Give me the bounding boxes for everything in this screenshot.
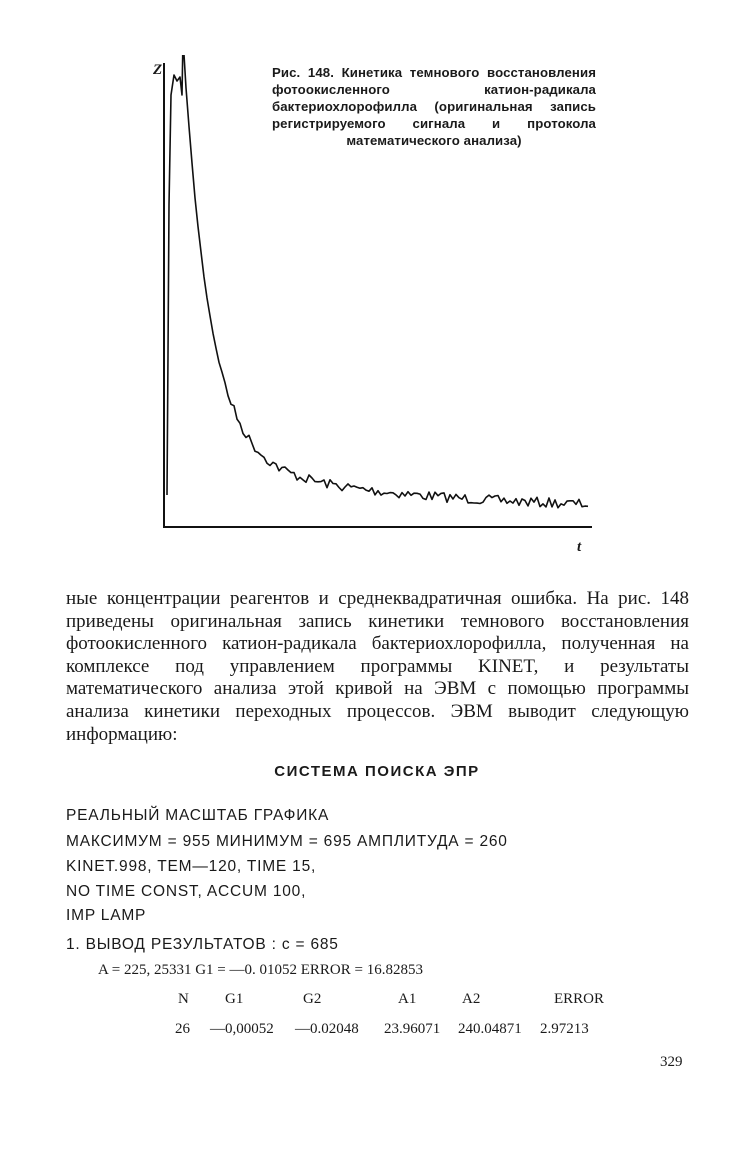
output-line-scale: РЕАЛЬНЫЙ МАСШТАБ ГРАФИКА (66, 807, 330, 824)
table-header-g2: G2 (303, 991, 322, 1007)
output-line-lamp: IMP LAMP (66, 907, 147, 924)
output-line-amplitude: A = 225, 25331 G1 = —0. 01052 ERROR = 16.82853 (98, 962, 423, 978)
table-cell-a2: 240.04871 (458, 1021, 522, 1037)
table-header-a2: A2 (462, 991, 481, 1007)
section-title: СИСТЕМА ПОИСКА ЭПР (274, 763, 480, 780)
page-number: 329 (660, 1054, 683, 1070)
table-header-g1: G1 (225, 991, 244, 1007)
body-paragraph: ные концентрации реагентов и среднеквадратичная ошибка. На рис. 148 приведены оригинальная запись кинетики темнового восстановления фотоокисленного катион-радикала бактериохлорофилла, полученная на комплексе под управлением программы KINET, и результаты математического анализа этой кривой на ЭВМ с помощью программы анализа кинетики переходных процессов. ЭВМ выводит следующую информацию: (66, 588, 689, 745)
table-cell-a1: 23.96071 (384, 1021, 441, 1037)
figure-caption: Рис. 148. Кинетика темнового восстановления фотоокисленного катион-радикала бактериохлорофилла (оригинальная запись регистрируемого сигнала и протокола математического анализа) (272, 65, 596, 148)
table-cell-g1: —0,00052 (210, 1021, 274, 1037)
table-header-error: ERROR (554, 991, 605, 1007)
y-axis-label: Z (153, 62, 163, 78)
output-line-maxmin: МАКСИМУМ = 955 МИНИМУМ = 695 АМПЛИТУДА = 260 (66, 833, 508, 850)
table-header-a1: A1 (398, 991, 417, 1007)
output-line-timeconst: NO TIME CONST, ACCUM 100, (66, 883, 307, 900)
table-header-n: N (178, 991, 189, 1007)
output-line-results: 1. ВЫВОД РЕЗУЛЬТАТОВ : c = 685 (66, 936, 339, 953)
table-cell-g2: —0.02048 (295, 1021, 359, 1037)
x-axis-label: t (577, 539, 582, 555)
table-cell-error: 2.97213 (540, 1021, 589, 1037)
output-line-kinet: KINET.998, TEM—120, TIME 15, (66, 858, 317, 875)
table-cell-n: 26 (175, 1021, 190, 1037)
